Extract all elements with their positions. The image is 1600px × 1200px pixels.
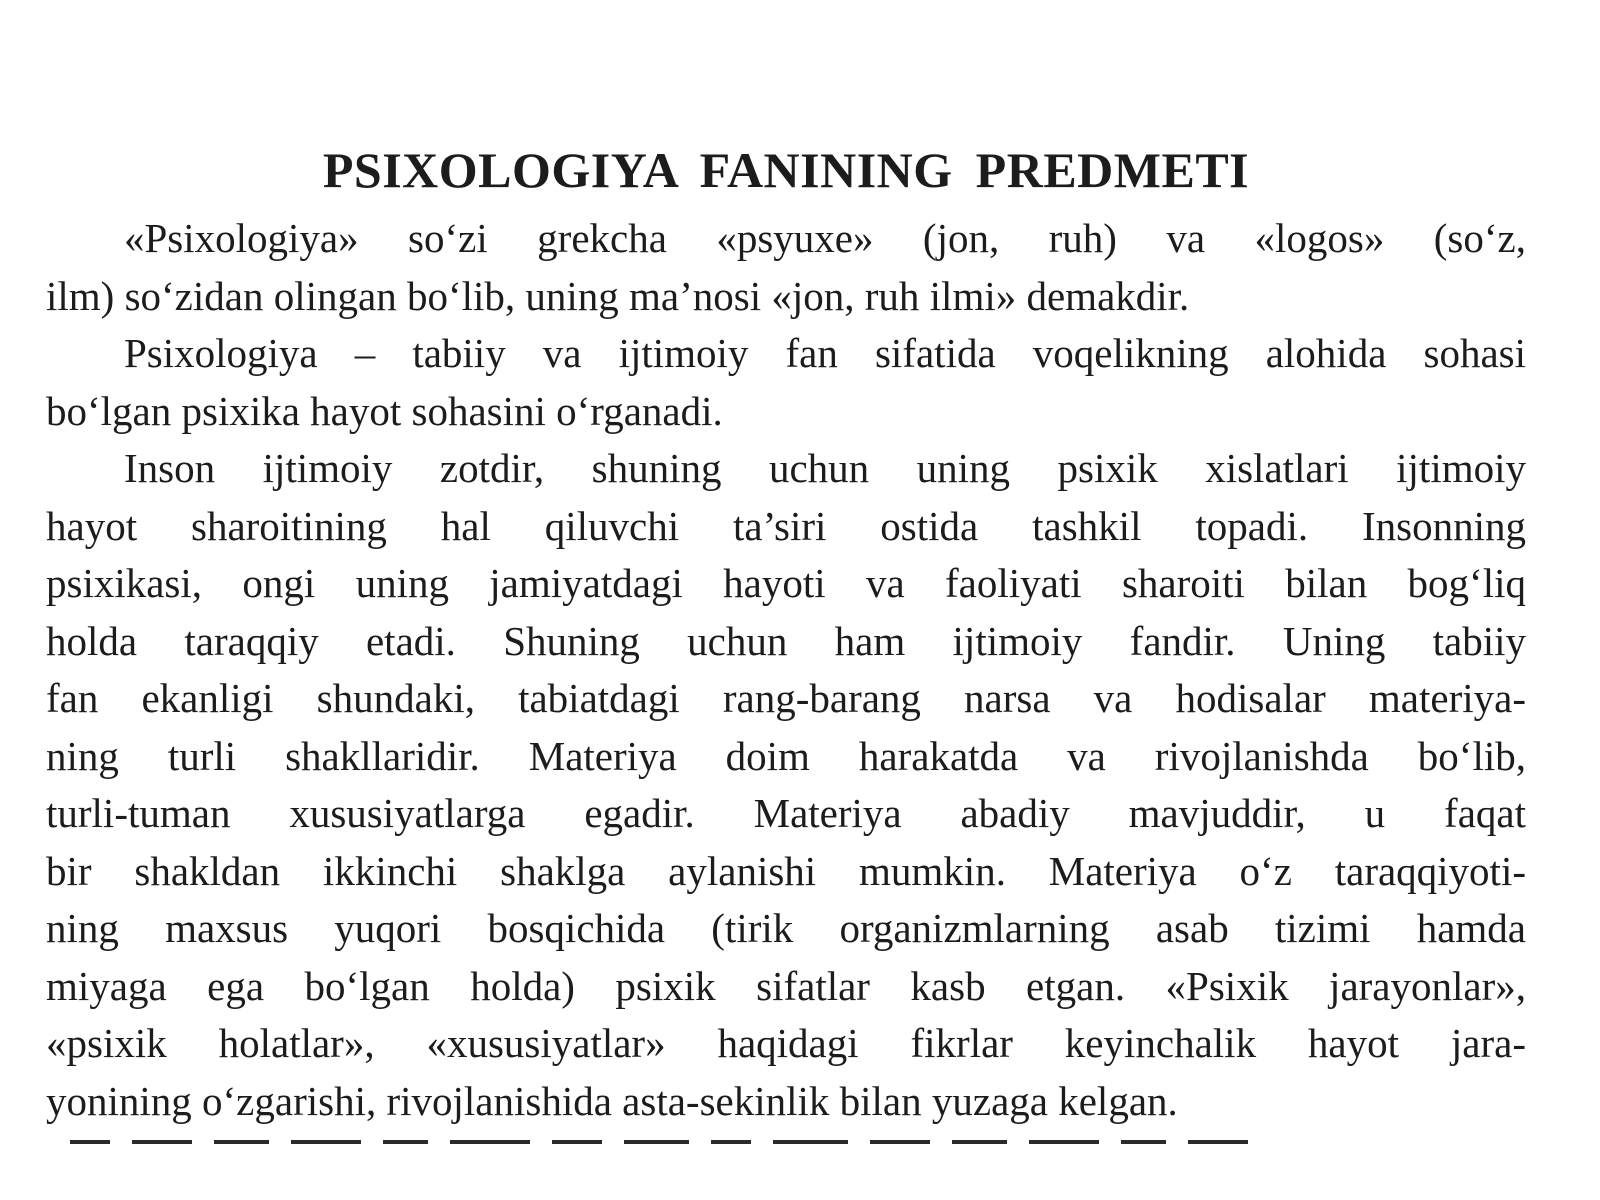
text-line: «psixik holatlar», «xususiyatlar» haqidagi fikrlar keyinchalik hayot jara- xyxy=(46,1020,1526,1066)
text-line: Psixologiya – tabiiy va ijtimoiy fan sifatida voqelikning alohida sohasi xyxy=(124,330,1526,376)
text-line: Inson ijtimoiy zotdir, shuning uchun uning psixik xislatlari ijtimoiy xyxy=(124,445,1526,491)
paragraph-3 xyxy=(46,440,1526,1130)
cut-off-next-line xyxy=(70,1140,1390,1154)
text-line: ning turli shakllaridir. Materiya doim harakatda va rivojlanishda bo‘lib, xyxy=(46,732,1526,779)
text-line: turli-tuman xususiyatlarga egadir. Materiya abadiy mavjuddir, u faqat xyxy=(46,790,1526,836)
body-text xyxy=(46,210,1526,1130)
text-line: psixikasi, ongi uning jamiyatdagi hayoti va faoliyati sharoiti bilan bog‘liq xyxy=(46,560,1526,606)
text-line: ilm) so‘zidan olingan bo‘lib, uning ma’nosi «jon, ruh ilmi» demakdir. xyxy=(46,272,1190,319)
text-line: fan ekanligi shundaki, tabiatdagi rang-barang narsa va hodisalar materiya- xyxy=(46,675,1526,721)
paragraph-1 xyxy=(46,210,1526,325)
text-line: ning maxsus yuqori bosqichida (tirik organizmlarning asab tizimi hamda xyxy=(46,905,1526,951)
document-page xyxy=(46,0,1526,1200)
paragraph-2 xyxy=(46,325,1526,440)
text-line: bir shakldan ikkinchi shaklga aylanishi mumkin. Materiya o‘z taraqqiyoti- xyxy=(46,847,1526,894)
text-line: holda taraqqiy etadi. Shuning uchun ham ijtimoiy fandir. Uning tabiiy xyxy=(46,617,1526,664)
text-line: miyaga ega bo‘lgan holda) psixik sifatlar kasb etgan. «Psixik jarayonlar», xyxy=(46,962,1526,1009)
text-line: «Psixologiya» so‘zi grekcha «psyuxe» (jon, ruh) va «logos» (so‘z, xyxy=(124,215,1526,261)
text-line: hayot sharoitining hal qiluvchi ta’siri ostida tashkil topadi. Insonning xyxy=(46,502,1526,549)
page-title: PSIXOLOGIYA FANINING PREDMETI xyxy=(322,142,1250,198)
text-line: yonining o‘zgarishi, rivojlanishida asta-sekinlik bilan yuzaga kelgan. xyxy=(46,1077,1178,1124)
text-line: bo‘lgan psixika hayot sohasini o‘rganadi. xyxy=(46,387,723,434)
